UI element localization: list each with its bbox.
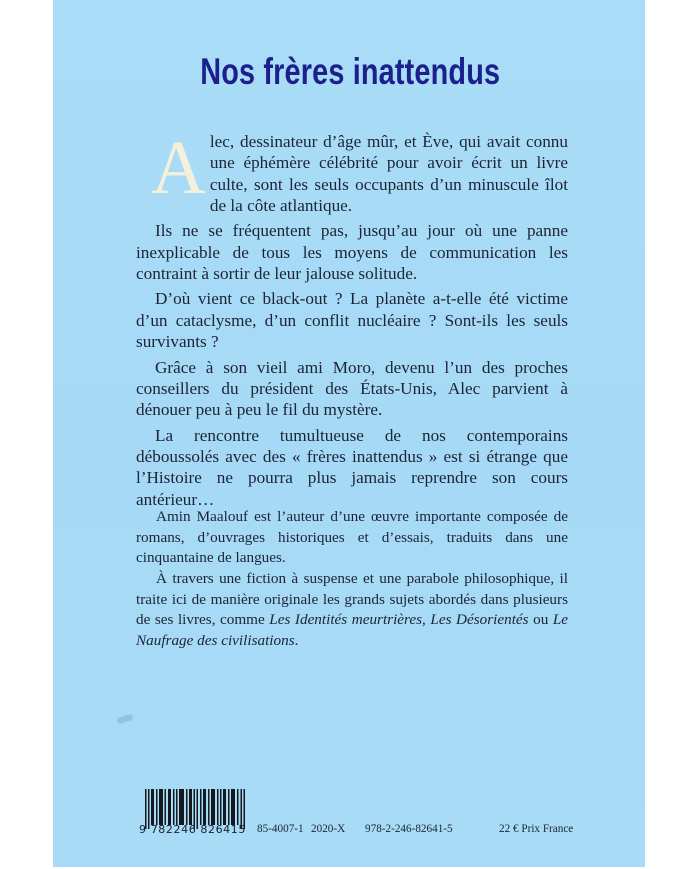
separator: ou: [528, 611, 553, 629]
author-bio-paragraph-1: Amin Maalouf est l’auteur d’une œuvre importante composée de romans, d’ouvrages historiques et d’essais, traduits dans une cinquantaine de langues.: [136, 508, 568, 567]
barcode-digits: 9 782246 826415: [139, 823, 246, 836]
synopsis-paragraph-2: Ils ne se fréquentent pas, jusqu’au jour où une panne inexplicable de tous les moyens de communication les contraint à sortir de leur jalouse solitude.: [136, 221, 568, 283]
synopsis-paragraph-1-text: lec, dessinateur d’âge mûr, et Ève, qui avait connu une éphémère célébrité pour avoir écrit un livre culte, sont les seuls occupants d’un minuscule îlot de la côte atlantique.: [209, 132, 568, 215]
author-bio-paragraph-2: [136, 569, 568, 651]
publisher-code: 85-4007-1: [257, 823, 304, 835]
author-bio-text: À travers une fiction à suspense et une parabole philosophique, il traite ici de manière originale les grands sujets abordés dans plusieurs de ses livres, comme: [136, 570, 568, 629]
synopsis-paragraph-3: D’où vient ce black-out ? La planète a-t-elle été victime d’un cataclysme, d’un conflit nucléaire ? Sont-ils les seuls survivants ?: [136, 289, 568, 352]
book-title-desorientes: Les Désorientés: [430, 611, 529, 629]
book-title-identites: Les Identités meurtrières: [269, 611, 423, 629]
price: 22 € Prix France: [499, 823, 574, 835]
book-title: Nos frères inattendus: [200, 51, 501, 92]
period: .: [294, 631, 299, 649]
dropcap-letter: A: [151, 126, 206, 210]
isbn: 978-2-246-82641-5: [365, 823, 453, 835]
separator: ,: [422, 611, 431, 629]
synopsis-paragraph-4: Grâce à son vieil ami Moro, devenu l’un des proches conseillers du président des États-Unis, Alec parvient à dénouer peu à peu le fil du mystère.: [136, 357, 568, 420]
synopsis-paragraph-1: [136, 126, 568, 216]
book-title-naufrage: Le Naufrage des civilisations: [136, 611, 569, 649]
synopsis-paragraph-5: La rencontre tumultueuse de nos contemporains déboussolés avec des « frères inattendus » est si étrange que l’Histoire ne pourra plus jamais reprendre son cours antérieur…: [136, 425, 568, 509]
print-code: 2020-X: [311, 823, 346, 835]
author-bio: [136, 507, 568, 652]
synopsis: [136, 126, 568, 514]
